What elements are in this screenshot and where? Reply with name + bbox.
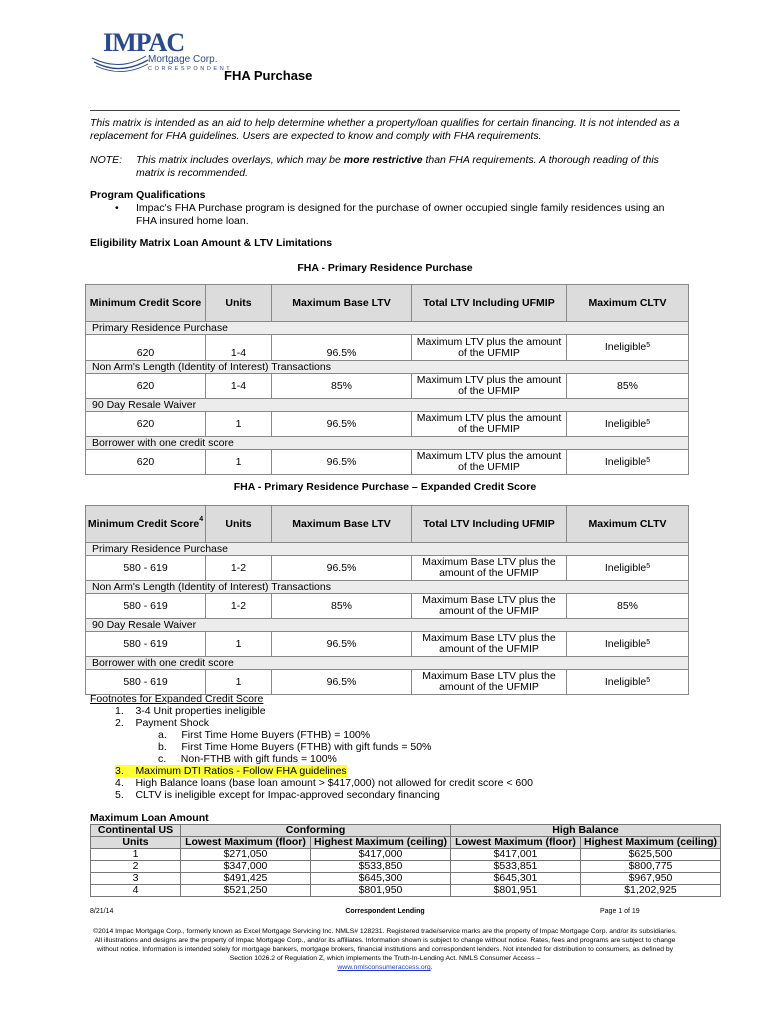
cltv-cell <box>567 632 689 657</box>
max-loan-table <box>90 824 721 897</box>
units-cell: 1-4 <box>206 374 272 399</box>
footnote-text: 3-4 Unit properties ineligible <box>135 705 266 717</box>
col-header: Highest Maximum (ceiling) <box>311 837 451 849</box>
total-ltv-cell: Maximum LTV plus the amount of the UFMIP <box>412 374 567 399</box>
total-ltv-cell: Maximum LTV plus the amount of the UFMIP <box>412 335 567 361</box>
footnote-item <box>115 717 209 729</box>
footnote-subitem <box>158 753 337 765</box>
intro-paragraph: This matrix is intended as an aid to help determine whether a property/loan qualifies for certain financing. It is not intended as a replacement for FHA guidelines. Users are expected to know and comply with FHA requirements. <box>90 117 680 142</box>
section-label: Borrower with one credit score <box>86 657 689 670</box>
cltv-cell <box>567 556 689 581</box>
table-header-row <box>86 285 689 322</box>
logo-tag: CORRESPONDENT <box>148 66 233 72</box>
legal-text: ©2014 Impac Mortgage Corp., formerly known as Excel Mortgage Servicing Inc. NMLS# 128231. Registered trade/service marks are the property of Impac Mortgage Corp. and/or its subsidiaries. All illustrations and designs are the property of Impac Mortgage Corp., and/or its affiliates. Information shown is subject to change without notice. Rates, fees and programs are subject to change without notice. Information is intended solely for mortgage bankers, mortgage brokers, financial institutions and correspondent lenders. Not intended for distribution to consumers, as defined by Section 1026.2 of Regulation Z, which implements the Truth-In-Lending Act. NMLS Consumer Access – <box>93 928 677 962</box>
cltv-value: Ineligible <box>604 341 647 353</box>
fha-expanded-matrix-table <box>85 505 689 695</box>
footnote-number: 4. <box>115 777 124 789</box>
footnote-ref: 5 <box>646 456 651 464</box>
col-header: Units <box>91 837 181 849</box>
col-header: Maximum Base LTV <box>272 506 412 543</box>
table-row <box>86 594 689 619</box>
footnote-ref: 5 <box>646 676 651 684</box>
table-row <box>86 450 689 475</box>
table-row <box>86 670 689 695</box>
credit-score-cell: 620 <box>86 450 206 475</box>
ltv-cell: 96.5% <box>272 556 412 581</box>
total-ltv-cell: Maximum Base LTV plus the amount of the UFMIP <box>412 594 567 619</box>
table-row <box>86 412 689 437</box>
cltv-cell <box>567 670 689 695</box>
footnote-text: First Time Home Buyers (FTHB) = 100% <box>181 729 371 741</box>
footnote-text: Non-FTHB with gift funds = 100% <box>180 753 337 765</box>
credit-score-cell: 620 <box>86 335 206 361</box>
table-cell: $625,500 <box>581 849 721 861</box>
table-cell: $967,950 <box>581 873 721 885</box>
footnote-text: Payment Shock <box>135 717 209 729</box>
table-row <box>91 849 721 861</box>
table-row <box>86 335 689 361</box>
col-header: Units <box>206 506 272 543</box>
section-row <box>86 399 689 412</box>
cltv-value: 85% <box>616 379 638 392</box>
cltv-value: Ineligible <box>604 455 647 468</box>
section-label: Borrower with one credit score <box>86 437 689 450</box>
note-text-part: than FHA requirements. A thorough reading of this matrix is recommended. <box>136 154 659 179</box>
note-label: NOTE: <box>90 154 123 166</box>
table-row <box>91 861 721 873</box>
footnote-number: 2. <box>115 717 124 729</box>
footnote-number: b. <box>158 741 167 753</box>
impac-logo <box>90 28 233 74</box>
ltv-cell: 85% <box>272 594 412 619</box>
group-header: Continental US <box>91 825 181 837</box>
credit-score-cell: 620 <box>86 374 206 399</box>
table-cell: 3 <box>91 873 181 885</box>
footnote-ref: 5 <box>646 342 651 349</box>
footer-section: Correspondent Lending <box>345 908 425 915</box>
footer-page-number: Page 1 of 19 <box>600 908 640 915</box>
cltv-value: Ineligible <box>604 637 647 650</box>
col-header: Maximum CLTV <box>567 506 689 543</box>
table-row <box>86 374 689 399</box>
max-loan-heading: Maximum Loan Amount <box>90 812 209 824</box>
total-ltv-cell: Maximum Base LTV plus the amount of the UFMIP <box>412 632 567 657</box>
section-label: Non Arm's Length (Identity of Interest) Transactions <box>86 581 689 594</box>
footnote-item <box>115 789 440 801</box>
footnote-text: First Time Home Buyers (FTHB) with gift funds = 50% <box>181 741 432 753</box>
section-row <box>86 322 689 335</box>
legal-disclaimer <box>90 927 680 972</box>
logo-subtitle: Mortgage Corp. <box>148 54 218 65</box>
logo-wordmark: IMPAC <box>103 28 185 57</box>
table-header-row <box>86 506 689 543</box>
bullet-icon: • <box>115 202 119 214</box>
cltv-cell <box>567 412 689 437</box>
footnote-item <box>115 705 266 717</box>
cltv-value: Ineligible <box>604 417 647 430</box>
col-header: Maximum CLTV <box>567 285 689 322</box>
table-row <box>91 885 721 897</box>
section-row <box>86 361 689 374</box>
table-row <box>86 556 689 581</box>
footnote-number: 5. <box>115 789 124 801</box>
table-cell: $1,202,925 <box>581 885 721 897</box>
section-label: 90 Day Resale Waiver <box>86 399 689 412</box>
table-cell: $533,851 <box>451 861 581 873</box>
group-header-row <box>91 825 721 837</box>
col-header: Highest Maximum (ceiling) <box>581 837 721 849</box>
nmls-link[interactable]: www.nmlsconsumeraccess.org <box>337 964 431 971</box>
ltv-cell: 96.5% <box>272 670 412 695</box>
footer-date: 8/21/14 <box>90 908 114 915</box>
section-row <box>86 657 689 670</box>
ltv-cell: 96.5% <box>272 632 412 657</box>
section-row <box>86 581 689 594</box>
total-ltv-cell: Maximum Base LTV plus the amount of the UFMIP <box>412 556 567 581</box>
cltv-cell <box>567 374 689 399</box>
table-cell: 4 <box>91 885 181 897</box>
cltv-cell <box>567 594 689 619</box>
table-row <box>86 632 689 657</box>
table-cell: $521,250 <box>181 885 311 897</box>
footnote-ref: 5 <box>646 562 651 570</box>
col-header: Total LTV Including UFMIP <box>412 506 567 543</box>
col-header-row <box>91 837 721 849</box>
section-label: Non Arm's Length (Identity of Interest) Transactions <box>86 361 689 374</box>
fha-matrix-table <box>85 284 689 475</box>
section-label: Primary Residence Purchase <box>86 322 689 335</box>
section-row <box>86 437 689 450</box>
program-heading: Program Qualifications <box>90 189 206 201</box>
table-cell: $417,001 <box>451 849 581 861</box>
footnote-item-highlighted <box>115 765 347 777</box>
footnote-subitem <box>158 729 370 741</box>
table1-title: FHA - Primary Residence Purchase <box>297 262 473 274</box>
units-cell: 1 <box>206 412 272 437</box>
table2-title: FHA - Primary Residence Purchase – Expanded Credit Score <box>233 481 537 493</box>
cltv-cell <box>567 450 689 475</box>
table-cell: $533,850 <box>311 861 451 873</box>
section-label: Primary Residence Purchase <box>86 543 689 556</box>
col-header-text: Minimum Credit Score <box>87 518 200 530</box>
table-cell: $347,000 <box>181 861 311 873</box>
footnote-ref: 4 <box>199 516 204 523</box>
footnote-text: CLTV is ineligible except for Impac-approved secondary financing <box>135 789 440 801</box>
col-header: Maximum Base LTV <box>272 285 412 322</box>
highlight <box>115 765 347 777</box>
footnote-item <box>115 777 533 789</box>
table-cell: $271,050 <box>181 849 311 861</box>
eligibility-heading: Eligibility Matrix Loan Amount & LTV Limitations <box>90 237 333 249</box>
footnote-number: c. <box>158 753 167 765</box>
footnote-ref: 5 <box>646 638 651 646</box>
units-cell: 1-2 <box>206 594 272 619</box>
col-header: Minimum Credit Score <box>86 285 206 322</box>
credit-score-cell: 580 - 619 <box>86 670 206 695</box>
footnote-ref: 5 <box>646 418 651 426</box>
cltv-value: 85% <box>616 599 638 612</box>
note-emphasis: more restrictive <box>343 154 423 166</box>
table-cell: 1 <box>91 849 181 861</box>
table-cell: $801,951 <box>451 885 581 897</box>
table-cell: 2 <box>91 861 181 873</box>
section-row <box>86 619 689 632</box>
units-cell: 1 <box>206 450 272 475</box>
title-divider <box>90 110 680 111</box>
credit-score-cell: 580 - 619 <box>86 632 206 657</box>
cltv-value: Ineligible <box>604 675 647 688</box>
col-header: Lowest Maximum (floor) <box>181 837 311 849</box>
table-cell: $800,775 <box>581 861 721 873</box>
units-cell: 1 <box>206 632 272 657</box>
table-cell: $801,950 <box>311 885 451 897</box>
note-text <box>136 154 682 180</box>
total-ltv-cell: Maximum LTV plus the amount of the UFMIP <box>412 450 567 475</box>
program-text: Impac's FHA Purchase program is designed for the purchase of owner occupied single family residences using an FHA insured home loan. <box>136 202 665 227</box>
note-text-part: This matrix includes overlays, which may be <box>136 154 344 166</box>
col-header: Units <box>206 285 272 322</box>
ltv-cell: 85% <box>272 374 412 399</box>
footnote-number: 1. <box>115 705 124 717</box>
group-header: Conforming <box>181 825 451 837</box>
link-suffix: . <box>430 964 433 971</box>
section-label: 90 Day Resale Waiver <box>86 619 689 632</box>
units-cell: 1-4 <box>206 335 272 361</box>
ltv-cell: 96.5% <box>272 450 412 475</box>
footnote-text: High Balance loans (base loan amount > $417,000) not allowed for credit score < 600 <box>135 777 533 789</box>
credit-score-cell: 580 - 619 <box>86 594 206 619</box>
footnotes-heading: Footnotes for Expanded Credit Score <box>90 693 264 705</box>
table-cell: $645,300 <box>311 873 451 885</box>
total-ltv-cell: Maximum Base LTV plus the amount of the UFMIP <box>412 670 567 695</box>
col-header: Lowest Maximum (floor) <box>451 837 581 849</box>
footnote-subitem <box>158 741 431 753</box>
ltv-cell: 96.5% <box>272 335 412 361</box>
section-row <box>86 543 689 556</box>
ltv-cell: 96.5% <box>272 412 412 437</box>
table-cell: $645,301 <box>451 873 581 885</box>
page-title: FHA Purchase <box>224 68 313 83</box>
col-header <box>86 506 206 543</box>
footnote-number: 3. <box>115 765 124 777</box>
units-cell: 1 <box>206 670 272 695</box>
credit-score-cell: 580 - 619 <box>86 556 206 581</box>
units-cell: 1-2 <box>206 556 272 581</box>
group-header: High Balance <box>451 825 721 837</box>
credit-score-cell: 620 <box>86 412 206 437</box>
footnote-text: Maximum DTI Ratios - Follow FHA guidelines <box>135 765 347 777</box>
cltv-value: Ineligible <box>604 561 647 574</box>
col-header: Total LTV Including UFMIP <box>412 285 567 322</box>
table-row <box>91 873 721 885</box>
cltv-cell <box>567 335 689 361</box>
table-cell: $491,425 <box>181 873 311 885</box>
footnote-number: a. <box>158 729 167 741</box>
total-ltv-cell: Maximum LTV plus the amount of the UFMIP <box>412 412 567 437</box>
table-cell: $417,000 <box>311 849 451 861</box>
